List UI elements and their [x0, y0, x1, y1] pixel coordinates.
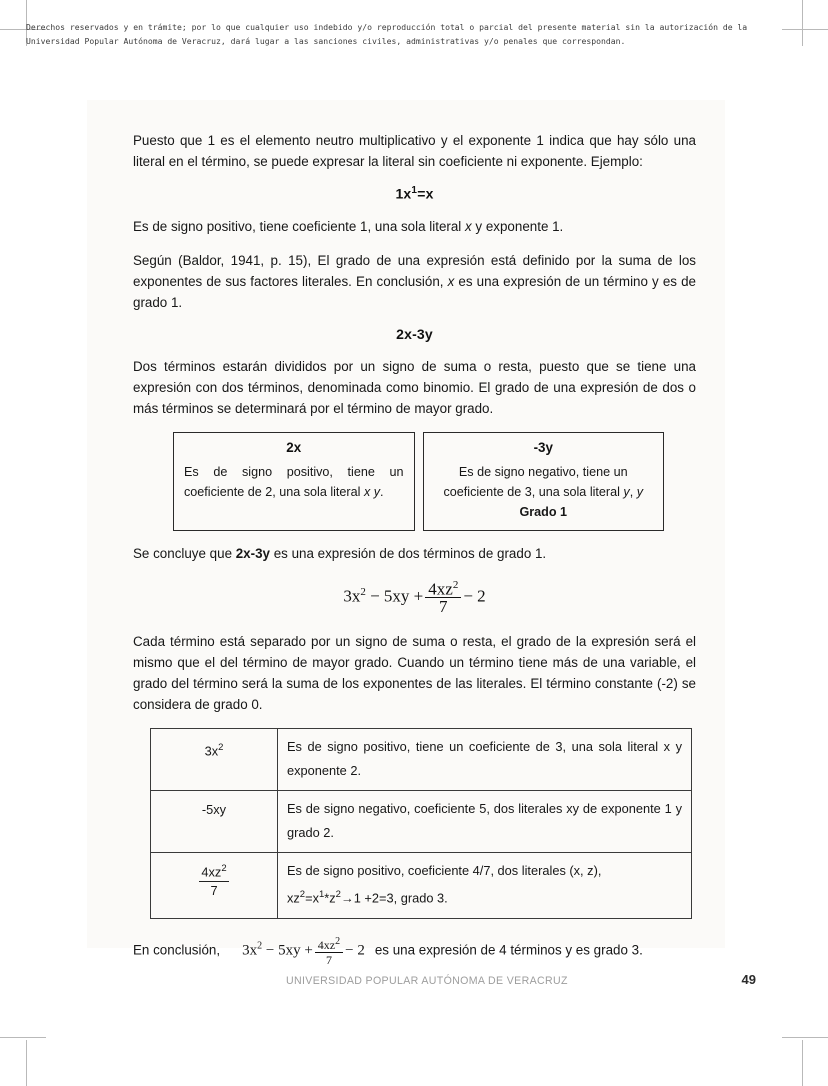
conclusion-suffix: es una expresión de 4 términos y es grado 3. — [374, 942, 643, 958]
fraction-numerator — [199, 860, 228, 881]
text-pre: Según (Baldor, 1941, p. 15), El grado de una expresión está definido por la suma de los exponentes de sus factores literales. En conclusión, — [133, 252, 696, 289]
term-3x-exponent: 2 — [360, 585, 366, 598]
final-conclusion-line — [133, 935, 696, 967]
term-3x-base: 3x — [343, 586, 361, 606]
text-post: y exponente 1. — [471, 218, 564, 234]
variable-y: y — [373, 484, 381, 499]
desc-line-1: Es de signo positivo, coeficiente 4/7, dos literales (x, z), — [287, 863, 602, 879]
variable-x: x — [447, 273, 455, 289]
table-cell-term-3x2 — [151, 729, 278, 791]
footer-page-number: 49 — [741, 972, 756, 987]
operator-plus: + — [304, 942, 313, 959]
crop-mark-bottom-left-horizontal — [0, 1037, 46, 1038]
desc-line-2-d: →1 +2=3, grado 3. — [340, 890, 448, 906]
numerator-exponent: 2 — [221, 863, 227, 875]
crop-mark-bottom-right-horizontal — [782, 1037, 828, 1038]
operator-minus-1: − — [265, 942, 275, 959]
fraction-numerator — [315, 935, 343, 953]
polynomial-expression-inline — [242, 935, 365, 967]
variable-y-2: y — [636, 484, 644, 499]
text-pre: Se concluye que — [133, 545, 236, 561]
formula-2x-3y: 2x-3y — [396, 325, 433, 342]
term-constant-2: 2 — [477, 586, 486, 606]
operator-minus-1: − — [370, 586, 380, 606]
text-mid: , — [629, 484, 637, 499]
operator-plus: + — [413, 586, 424, 606]
terms-breakdown-table — [150, 728, 692, 918]
numerator-exponent: 2 — [335, 935, 341, 947]
term-base: 3x — [204, 743, 219, 759]
text-post: es una expresión de dos términos de grado 1. — [269, 545, 547, 561]
term-5xy: 5xy — [383, 586, 410, 606]
term-box-minus-3y-title: -3y — [533, 439, 553, 455]
crop-mark-bottom-left-vertical — [26, 1040, 27, 1086]
formula-base: 1x — [395, 185, 412, 202]
footer-institution: UNIVERSIDAD POPULAR AUTÓNOMA DE VERACRUZ — [286, 975, 568, 987]
table-cell-desc-4xz2-over-7 — [278, 853, 692, 918]
numerator-base: 4xz — [317, 937, 336, 952]
fraction-4xz2-over-7 — [315, 935, 343, 967]
operator-minus-2: − — [463, 586, 473, 606]
legal-notice — [26, 20, 806, 48]
expression-2x-3y: 2x-3y — [235, 545, 270, 561]
page-footer — [286, 972, 756, 987]
text-pre: Es de signo positivo, tiene coeficiente 1, una sola literal — [133, 218, 465, 234]
formula-exponent: 1 — [411, 185, 418, 196]
numerator-exponent: 2 — [452, 578, 459, 591]
operator-minus-2: − — [345, 942, 354, 959]
table-cell-desc-minus5xy: Es de signo negativo, coeficiente 5, dos literales xy de exponente 1 y grado 2. — [278, 791, 692, 853]
fraction-numerator — [425, 577, 461, 599]
grado-label: Grado 1 — [519, 504, 568, 519]
term-exponent: 2 — [218, 742, 224, 754]
table-cell-term-4xz2-over-7 — [151, 853, 278, 918]
polynomial-expression-display — [133, 578, 696, 618]
table-row — [151, 853, 692, 918]
fraction-denominator: 7 — [325, 952, 332, 967]
term-box-minus-3y — [423, 432, 665, 531]
exponent-b: 1 — [318, 889, 325, 901]
paragraph-cada-termino: Cada término está separado por un signo de suma o resta, el grado de la expresión será el mismo que el del término de mayor grado. Cuando un término tiene más de una variable, el grado del término será la suma de los exponentes de las literales. El término constante (-2) se considera de grado 0. — [133, 634, 696, 713]
text-post: . — [380, 484, 384, 499]
page-content — [133, 130, 696, 967]
desc-line-2-b: =x — [305, 890, 319, 906]
fraction-denominator: 7 — [439, 597, 448, 617]
conclusion-prefix: En conclusión, — [133, 942, 221, 958]
exponent-a: 2 — [299, 889, 306, 901]
formula-tail: =x — [417, 185, 434, 202]
table-cell-term-minus5xy: -5xy — [151, 791, 278, 853]
numerator-base: 4xz — [201, 864, 222, 880]
fraction-4xz2-over-7 — [425, 577, 461, 617]
text-pre: Es de signo negativo, tiene un coeficiente de 3, una sola literal — [443, 464, 628, 499]
paragraph-conclusion-binomio — [133, 543, 696, 564]
table-row — [151, 729, 692, 791]
term-box-minus-3y-text — [434, 462, 654, 522]
table-cell-desc-3x2: Es de signo positivo, tiene un coeficiente de 3, una sola literal x y exponente 2. — [278, 729, 692, 791]
desc-line-2-c: *z — [324, 890, 336, 906]
numerator-base: 4xz — [428, 579, 453, 599]
crop-mark-bottom-right-vertical — [802, 1040, 803, 1086]
term-3x-exponent: 2 — [257, 940, 263, 952]
term-5xy: 5xy — [278, 942, 301, 959]
paragraph-baldor-grado — [133, 250, 696, 313]
text-pre: Es de signo positivo, tiene un coeficiente de 2, una sola literal — [184, 464, 404, 499]
fraction-denominator: 7 — [210, 882, 218, 898]
term-3x-base: 3x — [242, 942, 258, 959]
paragraph-signo-positivo — [133, 216, 696, 237]
variable-y: y — [623, 484, 630, 499]
variable-x: x — [363, 484, 371, 499]
legal-notice-line-1: Derechos reservados y en trámite; por lo que cualquier uso indebido y/o reproducción total o parcial del presente material sin la autorización de la — [26, 22, 748, 32]
paragraph-neutro-multiplicativo: Puesto que 1 es el elemento neutro multiplicativo y el exponente 1 indica que hay sólo una literal en el término, se puede expresar la literal sin coeficiente ni exponente. Ejemplo: — [133, 133, 696, 169]
paragraph-dos-terminos-binomio: Dos términos estarán divididos por un signo de suma o resta, puesto que se tiene una expresión con dos términos, denominada como binomio. El grado de una expresión de dos o más términos se determinará por el término de mayor grado. — [133, 358, 696, 416]
legal-notice-line-2: Universidad Popular Autónoma de Veracruz, dará lugar a las sanciones civiles, administrativas y/o penales que correspondan. — [26, 36, 626, 46]
desc-line-2-a: xz — [287, 890, 300, 906]
exponent-c: 2 — [335, 889, 341, 901]
term-box-2x — [173, 432, 415, 531]
binomial-term-boxes — [133, 432, 696, 531]
formula-1x1-equals-x — [133, 185, 696, 202]
text-post: es una expresión de un término y es de grado 1. — [133, 273, 697, 310]
term-box-2x-text — [184, 462, 404, 502]
fraction — [199, 860, 228, 898]
term-box-2x-title: 2x — [286, 439, 302, 455]
variable-x: x — [465, 218, 472, 234]
table-row — [151, 791, 692, 853]
term-constant-2: 2 — [357, 942, 365, 959]
